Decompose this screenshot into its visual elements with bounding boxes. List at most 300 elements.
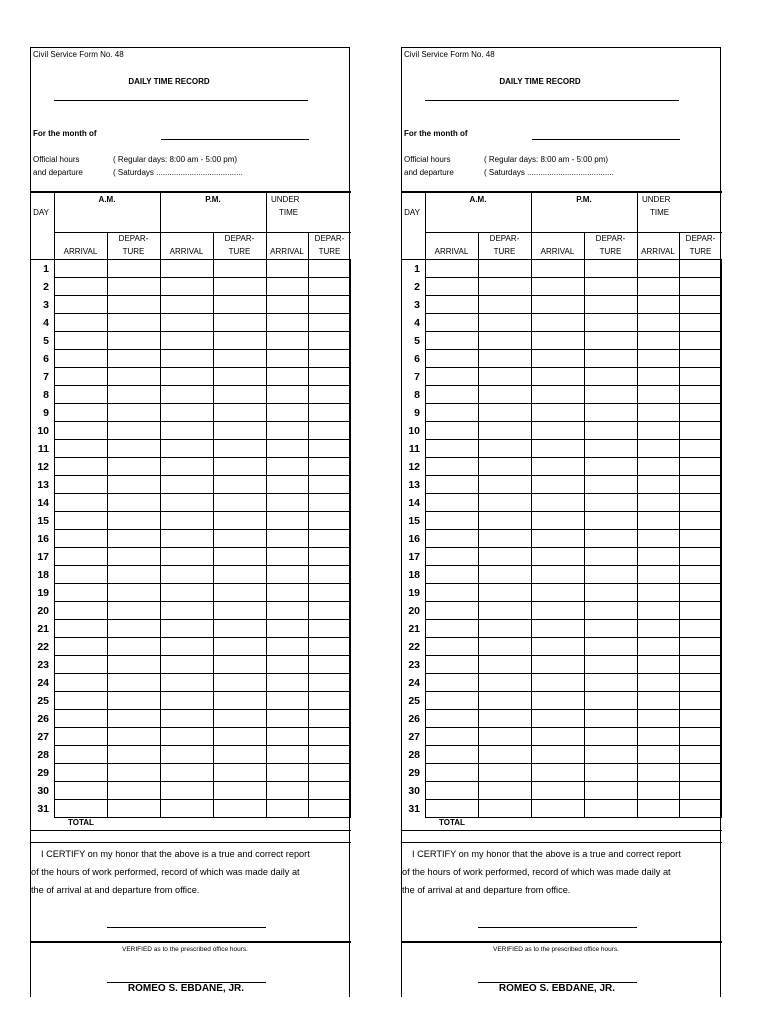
pm-arrival-cell[interactable]: [160, 782, 213, 800]
undertime-minutes-cell[interactable]: [679, 530, 722, 548]
am-departure-cell[interactable]: [478, 566, 531, 584]
am-departure-cell[interactable]: [107, 602, 160, 620]
pm-arrival-cell[interactable]: [160, 332, 213, 350]
pm-arrival-cell[interactable]: [160, 548, 213, 566]
undertime-hours-cell[interactable]: [266, 296, 308, 314]
am-arrival-cell[interactable]: [425, 332, 478, 350]
undertime-hours-cell[interactable]: [637, 404, 679, 422]
pm-departure-cell[interactable]: [584, 548, 637, 566]
am-departure-cell[interactable]: [478, 638, 531, 656]
am-departure-cell[interactable]: [478, 404, 531, 422]
am-departure-cell[interactable]: [478, 314, 531, 332]
pm-arrival-cell[interactable]: [531, 656, 584, 674]
employee-signature-line[interactable]: [478, 927, 637, 928]
undertime-hours-cell[interactable]: [637, 260, 679, 278]
pm-arrival-cell[interactable]: [160, 278, 213, 296]
undertime-hours-cell[interactable]: [266, 260, 308, 278]
am-arrival-cell[interactable]: [54, 674, 107, 692]
pm-departure-cell[interactable]: [584, 296, 637, 314]
am-departure-cell[interactable]: [478, 494, 531, 512]
pm-departure-cell[interactable]: [584, 566, 637, 584]
undertime-hours-cell[interactable]: [637, 440, 679, 458]
undertime-hours-cell[interactable]: [266, 476, 308, 494]
undertime-minutes-cell[interactable]: [679, 494, 722, 512]
am-departure-cell[interactable]: [478, 656, 531, 674]
am-arrival-cell[interactable]: [425, 710, 478, 728]
undertime-hours-cell[interactable]: [637, 512, 679, 530]
pm-arrival-cell[interactable]: [160, 638, 213, 656]
am-departure-cell[interactable]: [107, 620, 160, 638]
undertime-hours-cell[interactable]: [266, 494, 308, 512]
am-arrival-cell[interactable]: [54, 440, 107, 458]
pm-departure-cell[interactable]: [584, 494, 637, 512]
am-departure-cell[interactable]: [107, 458, 160, 476]
am-arrival-cell[interactable]: [425, 494, 478, 512]
pm-arrival-cell[interactable]: [531, 314, 584, 332]
undertime-minutes-cell[interactable]: [308, 278, 351, 296]
pm-arrival-cell[interactable]: [160, 440, 213, 458]
undertime-minutes-cell[interactable]: [679, 782, 722, 800]
undertime-hours-cell[interactable]: [266, 674, 308, 692]
pm-arrival-cell[interactable]: [160, 728, 213, 746]
pm-departure-cell[interactable]: [213, 530, 266, 548]
am-arrival-cell[interactable]: [425, 350, 478, 368]
undertime-hours-cell[interactable]: [637, 764, 679, 782]
am-departure-cell[interactable]: [107, 476, 160, 494]
pm-arrival-cell[interactable]: [160, 746, 213, 764]
pm-departure-cell[interactable]: [213, 728, 266, 746]
undertime-minutes-cell[interactable]: [679, 476, 722, 494]
pm-departure-cell[interactable]: [213, 440, 266, 458]
pm-arrival-cell[interactable]: [160, 404, 213, 422]
pm-arrival-cell[interactable]: [531, 566, 584, 584]
am-arrival-cell[interactable]: [425, 368, 478, 386]
undertime-minutes-cell[interactable]: [308, 368, 351, 386]
pm-arrival-cell[interactable]: [531, 278, 584, 296]
pm-departure-cell[interactable]: [584, 368, 637, 386]
undertime-hours-cell[interactable]: [266, 368, 308, 386]
am-departure-cell[interactable]: [107, 314, 160, 332]
pm-departure-cell[interactable]: [213, 368, 266, 386]
am-arrival-cell[interactable]: [425, 296, 478, 314]
undertime-hours-cell[interactable]: [266, 386, 308, 404]
undertime-hours-cell[interactable]: [637, 746, 679, 764]
pm-departure-cell[interactable]: [213, 458, 266, 476]
am-departure-cell[interactable]: [107, 404, 160, 422]
pm-arrival-cell[interactable]: [160, 422, 213, 440]
undertime-minutes-cell[interactable]: [679, 440, 722, 458]
pm-departure-cell[interactable]: [213, 566, 266, 584]
pm-arrival-cell[interactable]: [160, 512, 213, 530]
undertime-minutes-cell[interactable]: [679, 638, 722, 656]
pm-arrival-cell[interactable]: [160, 566, 213, 584]
am-arrival-cell[interactable]: [54, 494, 107, 512]
undertime-hours-cell[interactable]: [266, 800, 308, 818]
am-departure-cell[interactable]: [478, 476, 531, 494]
pm-departure-cell[interactable]: [213, 296, 266, 314]
undertime-minutes-cell[interactable]: [679, 692, 722, 710]
undertime-hours-cell[interactable]: [637, 584, 679, 602]
pm-departure-cell[interactable]: [213, 746, 266, 764]
am-departure-cell[interactable]: [107, 584, 160, 602]
undertime-minutes-cell[interactable]: [308, 476, 351, 494]
am-departure-cell[interactable]: [107, 566, 160, 584]
undertime-minutes-cell[interactable]: [679, 368, 722, 386]
undertime-minutes-cell[interactable]: [308, 800, 351, 818]
am-arrival-cell[interactable]: [54, 386, 107, 404]
pm-arrival-cell[interactable]: [531, 494, 584, 512]
am-arrival-cell[interactable]: [425, 602, 478, 620]
undertime-hours-cell[interactable]: [266, 512, 308, 530]
undertime-hours-cell[interactable]: [266, 350, 308, 368]
am-departure-cell[interactable]: [107, 512, 160, 530]
pm-arrival-cell[interactable]: [531, 692, 584, 710]
am-departure-cell[interactable]: [478, 332, 531, 350]
undertime-hours-cell[interactable]: [266, 602, 308, 620]
undertime-minutes-cell[interactable]: [679, 314, 722, 332]
pm-departure-cell[interactable]: [213, 422, 266, 440]
am-arrival-cell[interactable]: [425, 404, 478, 422]
am-departure-cell[interactable]: [107, 530, 160, 548]
undertime-minutes-cell[interactable]: [308, 620, 351, 638]
am-arrival-cell[interactable]: [54, 314, 107, 332]
pm-departure-cell[interactable]: [584, 584, 637, 602]
undertime-hours-cell[interactable]: [266, 782, 308, 800]
am-departure-cell[interactable]: [478, 746, 531, 764]
undertime-minutes-cell[interactable]: [679, 422, 722, 440]
undertime-hours-cell[interactable]: [637, 656, 679, 674]
pm-departure-cell[interactable]: [213, 620, 266, 638]
am-arrival-cell[interactable]: [425, 548, 478, 566]
pm-arrival-cell[interactable]: [531, 512, 584, 530]
am-departure-cell[interactable]: [107, 260, 160, 278]
am-arrival-cell[interactable]: [54, 548, 107, 566]
am-departure-cell[interactable]: [478, 296, 531, 314]
undertime-hours-cell[interactable]: [637, 620, 679, 638]
undertime-minutes-cell[interactable]: [308, 404, 351, 422]
undertime-minutes-cell[interactable]: [308, 386, 351, 404]
pm-departure-cell[interactable]: [213, 710, 266, 728]
am-departure-cell[interactable]: [107, 440, 160, 458]
undertime-minutes-cell[interactable]: [308, 674, 351, 692]
am-arrival-cell[interactable]: [425, 476, 478, 494]
pm-arrival-cell[interactable]: [160, 710, 213, 728]
undertime-hours-cell[interactable]: [637, 458, 679, 476]
pm-arrival-cell[interactable]: [531, 440, 584, 458]
pm-arrival-cell[interactable]: [160, 800, 213, 818]
undertime-minutes-cell[interactable]: [679, 656, 722, 674]
undertime-hours-cell[interactable]: [266, 530, 308, 548]
pm-arrival-cell[interactable]: [531, 800, 584, 818]
undertime-minutes-cell[interactable]: [308, 710, 351, 728]
pm-departure-cell[interactable]: [213, 674, 266, 692]
pm-arrival-cell[interactable]: [160, 368, 213, 386]
undertime-minutes-cell[interactable]: [308, 260, 351, 278]
pm-arrival-cell[interactable]: [160, 602, 213, 620]
am-arrival-cell[interactable]: [54, 800, 107, 818]
am-arrival-cell[interactable]: [54, 656, 107, 674]
undertime-minutes-cell[interactable]: [308, 350, 351, 368]
undertime-minutes-cell[interactable]: [679, 602, 722, 620]
pm-arrival-cell[interactable]: [160, 494, 213, 512]
am-arrival-cell[interactable]: [425, 512, 478, 530]
pm-departure-cell[interactable]: [213, 260, 266, 278]
am-departure-cell[interactable]: [107, 494, 160, 512]
am-departure-cell[interactable]: [478, 692, 531, 710]
month-line[interactable]: [161, 139, 309, 140]
am-arrival-cell[interactable]: [425, 278, 478, 296]
pm-arrival-cell[interactable]: [160, 764, 213, 782]
pm-departure-cell[interactable]: [213, 350, 266, 368]
am-departure-cell[interactable]: [478, 710, 531, 728]
pm-arrival-cell[interactable]: [160, 296, 213, 314]
pm-arrival-cell[interactable]: [160, 314, 213, 332]
pm-arrival-cell[interactable]: [531, 584, 584, 602]
undertime-minutes-cell[interactable]: [308, 764, 351, 782]
undertime-hours-cell[interactable]: [266, 656, 308, 674]
am-arrival-cell[interactable]: [54, 422, 107, 440]
am-arrival-cell[interactable]: [54, 278, 107, 296]
am-departure-cell[interactable]: [478, 800, 531, 818]
am-arrival-cell[interactable]: [54, 746, 107, 764]
am-arrival-cell[interactable]: [425, 656, 478, 674]
undertime-minutes-cell[interactable]: [679, 458, 722, 476]
undertime-minutes-cell[interactable]: [308, 566, 351, 584]
pm-departure-cell[interactable]: [213, 800, 266, 818]
pm-departure-cell[interactable]: [213, 548, 266, 566]
am-arrival-cell[interactable]: [54, 566, 107, 584]
undertime-hours-cell[interactable]: [637, 386, 679, 404]
am-arrival-cell[interactable]: [54, 296, 107, 314]
pm-departure-cell[interactable]: [213, 314, 266, 332]
pm-departure-cell[interactable]: [584, 350, 637, 368]
am-departure-cell[interactable]: [107, 386, 160, 404]
am-arrival-cell[interactable]: [425, 782, 478, 800]
pm-arrival-cell[interactable]: [531, 674, 584, 692]
am-arrival-cell[interactable]: [425, 692, 478, 710]
pm-arrival-cell[interactable]: [160, 692, 213, 710]
undertime-minutes-cell[interactable]: [679, 764, 722, 782]
am-arrival-cell[interactable]: [425, 746, 478, 764]
undertime-minutes-cell[interactable]: [308, 458, 351, 476]
am-arrival-cell[interactable]: [54, 476, 107, 494]
am-departure-cell[interactable]: [478, 422, 531, 440]
am-departure-cell[interactable]: [107, 350, 160, 368]
am-arrival-cell[interactable]: [54, 584, 107, 602]
am-departure-cell[interactable]: [478, 440, 531, 458]
undertime-hours-cell[interactable]: [637, 368, 679, 386]
undertime-hours-cell[interactable]: [637, 800, 679, 818]
pm-arrival-cell[interactable]: [531, 782, 584, 800]
pm-arrival-cell[interactable]: [531, 476, 584, 494]
am-departure-cell[interactable]: [478, 602, 531, 620]
undertime-minutes-cell[interactable]: [679, 548, 722, 566]
pm-departure-cell[interactable]: [584, 728, 637, 746]
pm-departure-cell[interactable]: [213, 404, 266, 422]
undertime-minutes-cell[interactable]: [308, 584, 351, 602]
pm-departure-cell[interactable]: [584, 422, 637, 440]
am-departure-cell[interactable]: [478, 458, 531, 476]
pm-departure-cell[interactable]: [213, 584, 266, 602]
am-arrival-cell[interactable]: [425, 620, 478, 638]
am-arrival-cell[interactable]: [54, 692, 107, 710]
pm-departure-cell[interactable]: [213, 656, 266, 674]
am-departure-cell[interactable]: [107, 296, 160, 314]
am-departure-cell[interactable]: [107, 764, 160, 782]
undertime-minutes-cell[interactable]: [308, 530, 351, 548]
pm-departure-cell[interactable]: [584, 476, 637, 494]
am-arrival-cell[interactable]: [54, 512, 107, 530]
am-departure-cell[interactable]: [107, 368, 160, 386]
am-arrival-cell[interactable]: [54, 620, 107, 638]
undertime-minutes-cell[interactable]: [679, 746, 722, 764]
undertime-hours-cell[interactable]: [637, 296, 679, 314]
pm-departure-cell[interactable]: [584, 674, 637, 692]
pm-arrival-cell[interactable]: [531, 368, 584, 386]
am-arrival-cell[interactable]: [54, 602, 107, 620]
pm-departure-cell[interactable]: [584, 458, 637, 476]
pm-departure-cell[interactable]: [584, 404, 637, 422]
undertime-minutes-cell[interactable]: [679, 386, 722, 404]
undertime-minutes-cell[interactable]: [308, 494, 351, 512]
undertime-minutes-cell[interactable]: [679, 584, 722, 602]
pm-departure-cell[interactable]: [584, 386, 637, 404]
am-departure-cell[interactable]: [107, 800, 160, 818]
pm-arrival-cell[interactable]: [531, 296, 584, 314]
pm-arrival-cell[interactable]: [531, 638, 584, 656]
undertime-hours-cell[interactable]: [637, 728, 679, 746]
pm-departure-cell[interactable]: [213, 782, 266, 800]
undertime-hours-cell[interactable]: [637, 494, 679, 512]
undertime-hours-cell[interactable]: [637, 314, 679, 332]
pm-arrival-cell[interactable]: [531, 746, 584, 764]
pm-departure-cell[interactable]: [213, 494, 266, 512]
undertime-minutes-cell[interactable]: [308, 512, 351, 530]
am-departure-cell[interactable]: [107, 422, 160, 440]
undertime-hours-cell[interactable]: [266, 638, 308, 656]
pm-arrival-cell[interactable]: [531, 530, 584, 548]
am-arrival-cell[interactable]: [54, 710, 107, 728]
am-arrival-cell[interactable]: [425, 458, 478, 476]
undertime-minutes-cell[interactable]: [679, 332, 722, 350]
pm-departure-cell[interactable]: [584, 278, 637, 296]
undertime-hours-cell[interactable]: [266, 440, 308, 458]
pm-arrival-cell[interactable]: [160, 656, 213, 674]
am-departure-cell[interactable]: [107, 674, 160, 692]
am-arrival-cell[interactable]: [54, 332, 107, 350]
pm-departure-cell[interactable]: [584, 656, 637, 674]
undertime-minutes-cell[interactable]: [679, 512, 722, 530]
undertime-hours-cell[interactable]: [266, 620, 308, 638]
undertime-hours-cell[interactable]: [637, 638, 679, 656]
undertime-hours-cell[interactable]: [266, 566, 308, 584]
pm-arrival-cell[interactable]: [160, 260, 213, 278]
am-departure-cell[interactable]: [478, 512, 531, 530]
undertime-minutes-cell[interactable]: [308, 746, 351, 764]
undertime-minutes-cell[interactable]: [679, 260, 722, 278]
undertime-hours-cell[interactable]: [637, 566, 679, 584]
undertime-minutes-cell[interactable]: [308, 440, 351, 458]
undertime-hours-cell[interactable]: [637, 674, 679, 692]
am-arrival-cell[interactable]: [425, 800, 478, 818]
undertime-minutes-cell[interactable]: [679, 674, 722, 692]
pm-departure-cell[interactable]: [584, 638, 637, 656]
pm-departure-cell[interactable]: [584, 620, 637, 638]
undertime-hours-cell[interactable]: [637, 422, 679, 440]
pm-arrival-cell[interactable]: [531, 602, 584, 620]
am-arrival-cell[interactable]: [425, 314, 478, 332]
am-arrival-cell[interactable]: [54, 260, 107, 278]
undertime-hours-cell[interactable]: [637, 350, 679, 368]
pm-arrival-cell[interactable]: [160, 458, 213, 476]
pm-departure-cell[interactable]: [584, 800, 637, 818]
pm-arrival-cell[interactable]: [531, 422, 584, 440]
undertime-hours-cell[interactable]: [637, 476, 679, 494]
am-departure-cell[interactable]: [107, 746, 160, 764]
pm-departure-cell[interactable]: [213, 476, 266, 494]
pm-arrival-cell[interactable]: [531, 386, 584, 404]
am-arrival-cell[interactable]: [425, 638, 478, 656]
am-arrival-cell[interactable]: [425, 728, 478, 746]
undertime-minutes-cell[interactable]: [679, 278, 722, 296]
pm-departure-cell[interactable]: [213, 692, 266, 710]
pm-departure-cell[interactable]: [213, 386, 266, 404]
undertime-hours-cell[interactable]: [266, 764, 308, 782]
undertime-hours-cell[interactable]: [266, 728, 308, 746]
pm-departure-cell[interactable]: [213, 638, 266, 656]
undertime-minutes-cell[interactable]: [308, 692, 351, 710]
pm-arrival-cell[interactable]: [531, 332, 584, 350]
undertime-hours-cell[interactable]: [637, 602, 679, 620]
undertime-minutes-cell[interactable]: [679, 800, 722, 818]
am-arrival-cell[interactable]: [425, 386, 478, 404]
pm-arrival-cell[interactable]: [531, 620, 584, 638]
undertime-minutes-cell[interactable]: [308, 296, 351, 314]
am-departure-cell[interactable]: [107, 782, 160, 800]
am-arrival-cell[interactable]: [425, 422, 478, 440]
am-departure-cell[interactable]: [478, 548, 531, 566]
undertime-hours-cell[interactable]: [266, 746, 308, 764]
employee-signature-line[interactable]: [107, 927, 266, 928]
pm-arrival-cell[interactable]: [160, 584, 213, 602]
undertime-minutes-cell[interactable]: [679, 566, 722, 584]
undertime-hours-cell[interactable]: [266, 710, 308, 728]
pm-arrival-cell[interactable]: [160, 386, 213, 404]
undertime-minutes-cell[interactable]: [679, 404, 722, 422]
am-departure-cell[interactable]: [478, 386, 531, 404]
pm-arrival-cell[interactable]: [531, 404, 584, 422]
am-departure-cell[interactable]: [107, 692, 160, 710]
pm-departure-cell[interactable]: [584, 314, 637, 332]
undertime-hours-cell[interactable]: [266, 584, 308, 602]
undertime-minutes-cell[interactable]: [308, 422, 351, 440]
pm-departure-cell[interactable]: [584, 764, 637, 782]
am-arrival-cell[interactable]: [425, 566, 478, 584]
undertime-hours-cell[interactable]: [637, 332, 679, 350]
pm-departure-cell[interactable]: [584, 692, 637, 710]
pm-arrival-cell[interactable]: [531, 710, 584, 728]
name-line[interactable]: [54, 100, 308, 101]
undertime-hours-cell[interactable]: [637, 530, 679, 548]
am-departure-cell[interactable]: [478, 368, 531, 386]
undertime-minutes-cell[interactable]: [308, 728, 351, 746]
am-departure-cell[interactable]: [478, 728, 531, 746]
am-arrival-cell[interactable]: [54, 782, 107, 800]
am-arrival-cell[interactable]: [425, 584, 478, 602]
pm-arrival-cell[interactable]: [160, 620, 213, 638]
undertime-minutes-cell[interactable]: [308, 638, 351, 656]
undertime-hours-cell[interactable]: [266, 548, 308, 566]
